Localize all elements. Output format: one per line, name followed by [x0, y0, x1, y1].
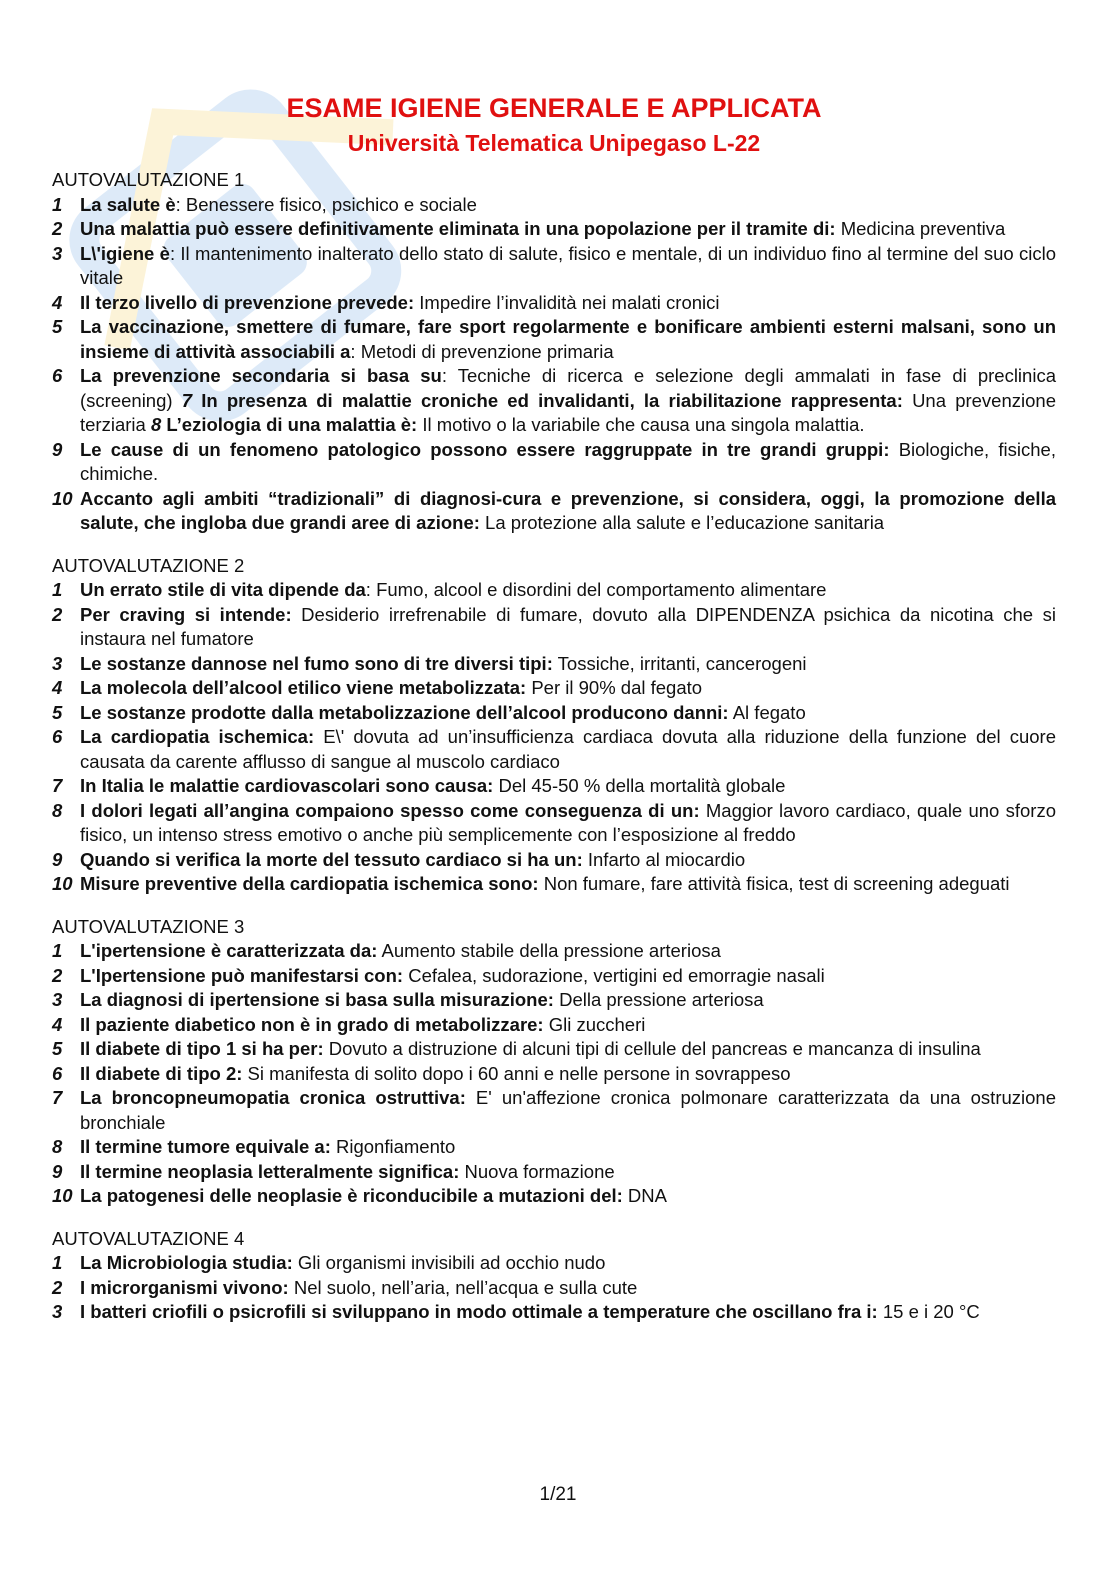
answer-text: Gli organismi invisibili ad occhio nudo — [292, 1252, 606, 1273]
question-number: 4 — [52, 291, 63, 313]
answer-text: : Benessere fisico, psichico e sociale — [175, 193, 477, 215]
answer-text: Gli zuccheri — [543, 1013, 646, 1035]
question-label: I microrganismi vivono: — [80, 1276, 289, 1298]
question-number: 3 — [52, 989, 63, 1010]
question-item — [52, 291, 1056, 316]
question-text — [80, 217, 1056, 242]
answer-text: : Fumo, alcool e disordini del comportamento alimentare — [365, 579, 827, 600]
question-number: 9 — [52, 848, 63, 870]
question-item — [52, 701, 1056, 726]
answer-text: Medicina preventiva — [835, 218, 1006, 239]
answer-text: Rigonfiamento — [330, 1136, 456, 1157]
question-item — [52, 438, 1056, 487]
question-number: 8 — [52, 799, 63, 821]
question-item — [52, 988, 1056, 1013]
question-item — [52, 652, 1056, 677]
question-number: 4 — [52, 677, 63, 698]
question-number: 2 — [52, 1276, 63, 1298]
answer-text: Del 45-50 % della mortalità globale — [493, 775, 786, 796]
question-number: 8 — [52, 1136, 63, 1157]
question-label: L'ipertensione è caratterizzata da: — [80, 940, 378, 961]
question-number: 10 — [52, 487, 73, 509]
question-label: La diagnosi di ipertensione si basa sulla misurazione: — [80, 989, 554, 1010]
answer-text: E\' dovuta ad un’insufficienza cardiaca dovuta alla riduzione della funzione del cuore causata da carente afflusso di sangue al muscolo cardiaco — [80, 726, 1057, 772]
question-text — [80, 1160, 1056, 1185]
question-item — [52, 1300, 1056, 1325]
question-label: La vaccinazione, smettere di fumare, fare sport regolarmente e bonificare ambienti esterni malsani, sono un insieme di attività associabili a — [80, 316, 1056, 362]
question-label: La cardiopatia ischemica: — [80, 726, 315, 747]
question-item — [52, 1135, 1056, 1160]
question-number: 4 — [52, 1013, 63, 1035]
question-number: 5 — [52, 316, 63, 337]
question-text — [80, 701, 1056, 726]
question-item — [52, 1251, 1056, 1276]
answer-text: Impedire l’invalidità nei malati cronici — [414, 291, 720, 313]
question-number: 10 — [52, 873, 73, 894]
answer-text: Aumento stabile della pressione arteriosa — [377, 940, 721, 961]
question-text — [80, 1184, 1056, 1209]
question-label: La Microbiologia studia: — [80, 1252, 293, 1273]
question-label: I dolori legati all’angina compaiono spesso come conseguenza di un: — [80, 799, 700, 821]
question-label: I batteri criofili o psicrofili si sviluppano in modo ottimale a temperature che oscillano fra i: — [80, 1301, 878, 1322]
question-label: Accanto agli ambiti “tradizionali” di diagnosi-cura e prevenzione, si considera, oggi, la promozione della salute, che ingloba due grandi aree di azione: — [80, 487, 1056, 533]
question-text — [80, 988, 1056, 1013]
question-number: 10 — [52, 1185, 73, 1206]
question-number: 2 — [52, 218, 63, 239]
question-item — [52, 1276, 1056, 1301]
answer-text: Nel suolo, nell’aria, nell’acqua e sulla cute — [288, 1276, 638, 1298]
question-label: In presenza di malattie croniche ed invalidanti, la riabilitazione rappresenta: — [192, 389, 903, 411]
answer-text: La protezione alla salute e l’educazione sanitaria — [479, 512, 885, 533]
question-label: L\'igiene è — [80, 242, 170, 264]
answer-text: 15 e i 20 °C — [877, 1301, 980, 1322]
question-text — [80, 1135, 1056, 1160]
question-number: 1 — [52, 579, 63, 600]
section-heading: AUTOVALUTAZIONE 4 — [52, 1227, 245, 1249]
question-text — [80, 1276, 1056, 1301]
answer-text: Il motivo o la variabile che causa una singola malattia. — [417, 414, 865, 435]
question-text — [80, 364, 1056, 438]
question-label: Il diabete di tipo 2: — [80, 1062, 243, 1084]
question-label: Il terzo livello di prevenzione prevede: — [80, 291, 415, 313]
question-text — [80, 315, 1056, 364]
question-label: Il termine neoplasia letteralmente significa: — [80, 1160, 460, 1182]
answer-text: Nuova formazione — [459, 1160, 615, 1182]
question-label: Le sostanze prodotte dalla metabolizzazione dell’alcool producono danni: — [80, 701, 729, 723]
question-number: 3 — [52, 1301, 63, 1322]
question-number: 5 — [52, 1038, 63, 1059]
answer-text: Si manifesta di solito dopo i 60 anni e nelle persone in sovrappeso — [242, 1062, 791, 1084]
answer-text: Al fegato — [728, 701, 806, 723]
question-number: 9 — [52, 1160, 63, 1182]
question-item — [52, 217, 1056, 242]
question-text — [80, 939, 1056, 964]
question-label: La molecola dell’alcool etilico viene metabolizzata: — [80, 677, 527, 698]
section-heading: AUTOVALUTAZIONE 1 — [52, 169, 245, 190]
answer-text: Per il 90% dal fegato — [526, 677, 703, 698]
question-label: Il diabete di tipo 1 si ha per: — [80, 1038, 324, 1059]
answer-text: Desiderio irrefrenabile di fumare, dovuto alla DIPENDENZA psichica da nicotina che si instaura nel fumatore — [80, 603, 1056, 649]
question-item — [52, 487, 1056, 536]
question-label: In Italia le malattie cardiovascolari sono causa: — [80, 775, 494, 796]
question-text — [80, 1062, 1056, 1087]
question-item — [52, 578, 1056, 603]
answer-text: Della pressione arteriosa — [553, 989, 764, 1010]
answer-text: Maggior lavoro cardiaco, quale uno sforzo fisico, un intenso stress emotivo o anche più semplicemente con l’esposizione al freddo — [80, 799, 1056, 845]
question-text — [80, 1013, 1056, 1038]
question-text — [80, 603, 1056, 652]
question-label: L'Ipertensione può manifestarsi con: — [80, 964, 404, 986]
answer-text: DNA — [622, 1185, 667, 1206]
question-item — [52, 193, 1056, 218]
question-label: Un errato stile di vita dipende da — [80, 579, 366, 600]
answer-text: : Metodi di prevenzione primaria — [350, 340, 614, 362]
question-number: 9 — [52, 438, 63, 460]
question-label: La patogenesi delle neoplasie è riconducibile a mutazioni del: — [80, 1185, 623, 1206]
question-item — [52, 1013, 1056, 1038]
question-text — [80, 1251, 1056, 1276]
question-item — [52, 939, 1056, 964]
question-text — [80, 652, 1056, 677]
answer-text: Una prevenzione terziaria — [80, 389, 1056, 435]
question-item — [52, 1184, 1056, 1209]
question-number: 5 — [52, 701, 63, 723]
answer-text: Dovuto a distruzione di alcuni tipi di cellule del pancreas e mancanza di insulina — [323, 1038, 981, 1059]
autovalutazione-section — [52, 1227, 1056, 1325]
answer-text: Tossiche, irritanti, cancerogeni — [552, 652, 807, 674]
question-label: La salute è — [80, 193, 176, 215]
section-heading: AUTOVALUTAZIONE 2 — [52, 554, 245, 576]
autovalutazione-section — [52, 168, 1056, 536]
question-number: 7 — [52, 1087, 63, 1108]
question-text — [80, 193, 1056, 218]
question-item — [52, 676, 1056, 701]
question-label: Il termine tumore equivale a: — [80, 1136, 331, 1157]
inline-question-number: 8 — [150, 414, 162, 435]
question-item — [52, 1037, 1056, 1062]
question-number: 2 — [52, 964, 63, 986]
question-label: Le sostanze dannose nel fumo sono di tre diversi tipi: — [80, 652, 553, 674]
answer-text: : Il mantenimento inalterato dello stato di salute, fisico e mentale, di un individuo fino al termine del suo ciclo vitale — [80, 242, 1056, 288]
question-text — [80, 799, 1056, 848]
question-number: 7 — [52, 775, 63, 796]
question-item — [52, 848, 1056, 873]
question-label: Misure preventive della cardiopatia ischemica sono: — [80, 873, 539, 894]
question-label: Quando si verifica la morte del tessuto cardiaco si ha un: — [80, 848, 583, 870]
answer-text: Infarto al miocardio — [582, 848, 746, 870]
question-item — [52, 872, 1056, 897]
question-number: 2 — [52, 603, 63, 625]
question-number: 6 — [52, 726, 63, 747]
question-label: Il paziente diabetico non è in grado di metabolizzare: — [80, 1013, 544, 1035]
document-subtitle: Università Telematica Unipegaso L-22 — [347, 130, 761, 156]
answer-text: E' un'affezione cronica polmonare caratterizzata da una ostruzione bronchiale — [80, 1087, 1057, 1133]
question-text — [80, 487, 1056, 536]
question-number: 3 — [52, 242, 63, 264]
question-text — [80, 438, 1056, 487]
question-item — [52, 1062, 1056, 1087]
question-label: La broncopneumopatia cronica ostruttiva: — [80, 1087, 466, 1108]
question-text — [80, 725, 1056, 774]
answer-text: Biologiche, fisiche, chimiche. — [80, 438, 1056, 484]
question-text — [80, 291, 1056, 316]
question-item — [52, 1086, 1056, 1135]
question-label: Per craving si intende: — [80, 603, 292, 625]
question-item — [52, 242, 1056, 291]
question-text — [80, 774, 1056, 799]
question-label: La prevenzione secondaria si basa su — [80, 365, 442, 386]
page-number: 1/21 — [539, 1484, 577, 1505]
question-text — [80, 848, 1056, 873]
question-number: 6 — [52, 365, 63, 386]
question-text — [80, 1037, 1056, 1062]
question-item — [52, 725, 1056, 774]
question-text — [80, 1086, 1056, 1135]
question-item — [52, 364, 1056, 438]
question-item — [52, 603, 1056, 652]
question-text — [80, 578, 1056, 603]
question-item — [52, 799, 1056, 848]
question-number: 3 — [52, 652, 63, 674]
section-heading: AUTOVALUTAZIONE 3 — [52, 915, 245, 937]
question-label: L’eziologia di una malattia è: — [161, 414, 418, 435]
document-page — [52, 90, 1056, 1343]
question-text — [80, 872, 1056, 897]
answer-text: Cefalea, sudorazione, vertigini ed emorragie nasali — [403, 964, 825, 986]
question-text — [80, 1300, 1056, 1325]
question-number: 6 — [52, 1062, 63, 1084]
question-label: Una malattia può essere definitivamente eliminata in una popolazione per il tramite di: — [80, 218, 836, 239]
sections-container — [52, 168, 1056, 1325]
question-label: Le cause di un fenomeno patologico possono essere raggruppate in tre grandi gruppi: — [80, 438, 890, 460]
document-title: ESAME IGIENE GENERALE E APPLICATA — [286, 93, 822, 123]
question-text — [80, 676, 1056, 701]
question-item — [52, 774, 1056, 799]
autovalutazione-section — [52, 915, 1056, 1209]
answer-text: Non fumare, fare attività fisica, test di screening adeguati — [538, 873, 1010, 894]
autovalutazione-section — [52, 554, 1056, 897]
question-number: 1 — [52, 940, 63, 961]
question-text — [80, 242, 1056, 291]
question-number: 1 — [52, 1252, 63, 1273]
question-text — [80, 964, 1056, 989]
answer-text: : Tecniche di ricerca e selezione degli ammalati in fase di preclinica (screening) — [80, 365, 1056, 411]
question-number: 1 — [52, 193, 63, 215]
question-item — [52, 315, 1056, 364]
inline-question-number: 7 — [181, 389, 193, 411]
question-item — [52, 964, 1056, 989]
question-item — [52, 1160, 1056, 1185]
